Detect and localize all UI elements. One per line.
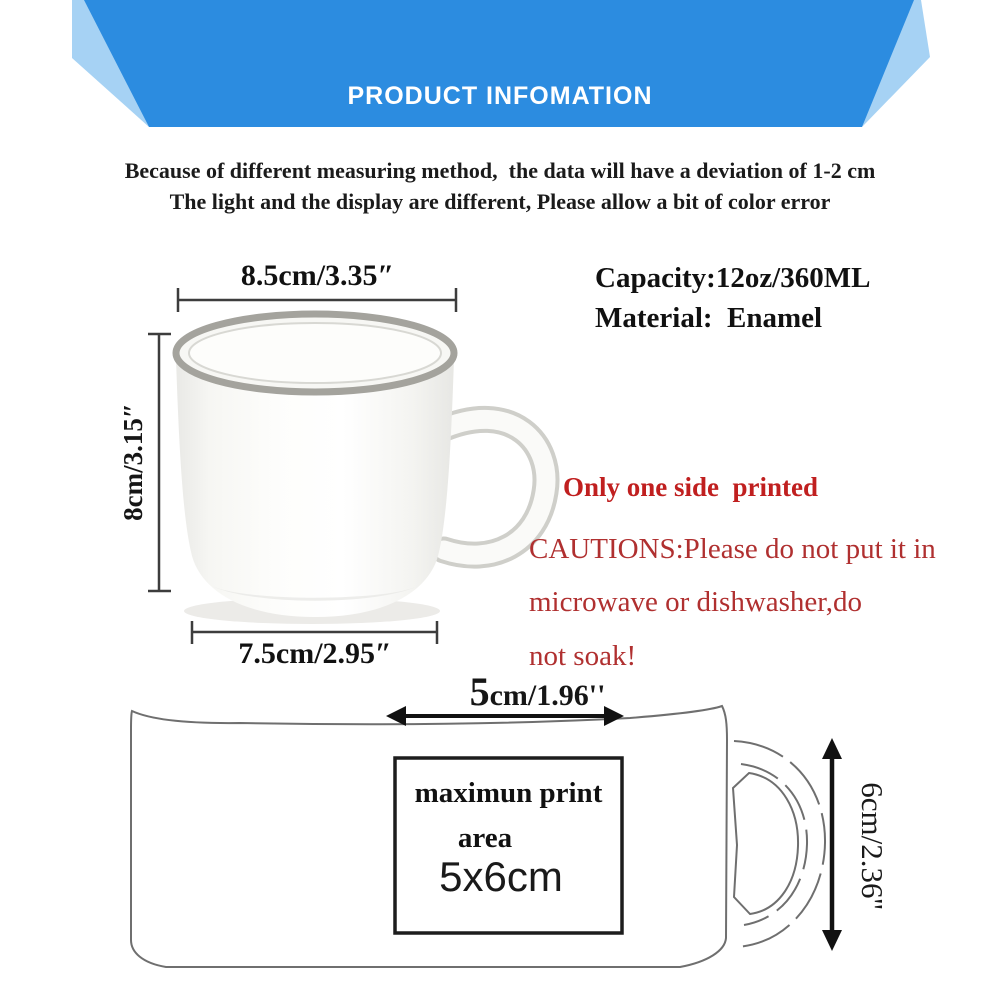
print-area-line-1: maximun print xyxy=(414,777,603,809)
warning-one-side: Only one side printed xyxy=(563,472,819,502)
print-area-size: 5x6cm xyxy=(439,853,563,900)
dimension-bottom-width: 7.5cm/2.95″ xyxy=(238,637,392,670)
dimension-print-width xyxy=(420,668,655,715)
disclaimer-line-2: The light and the display are different, Please allow a bit of color error xyxy=(169,189,831,214)
spec-material: Material: Enamel xyxy=(595,302,823,334)
disclaimer-line-1: Because of different measuring method, the data will have a deviation of 1-2 cm xyxy=(124,158,876,183)
warning-caution-1: CAUTIONS:Please do not put it in xyxy=(529,533,936,565)
dimension-height: 8cm/3.15″ xyxy=(118,403,148,521)
warning-caution-2: microwave or dishwasher,do xyxy=(529,586,863,618)
print-area-line-2: area xyxy=(457,822,513,854)
print-width-unit: cm/1.96'' xyxy=(489,679,606,712)
spec-capacity: Capacity:12oz/360ML xyxy=(595,262,871,294)
dimension-print-height: 6cm/2.36'' xyxy=(855,782,890,910)
mug-photo xyxy=(176,314,546,624)
banner-title: PRODUCT INFOMATION xyxy=(347,82,653,110)
warning-caution-3: not soak! xyxy=(529,640,637,672)
dimension-top-width: 8.5cm/3.35″ xyxy=(240,259,395,292)
print-width-number: 5 xyxy=(469,669,490,714)
